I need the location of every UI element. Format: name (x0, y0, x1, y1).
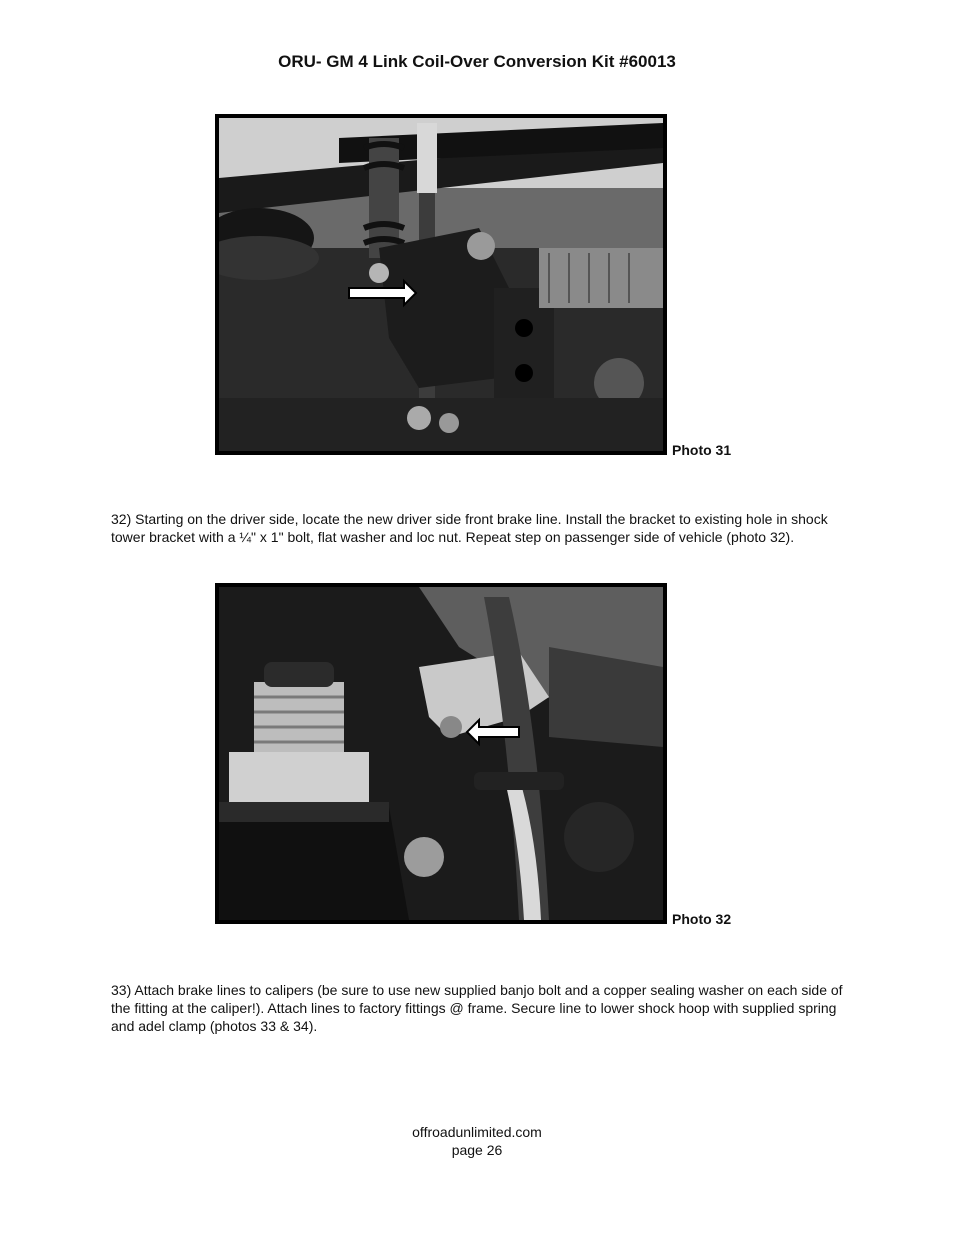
brake-bracket-photo-icon (219, 587, 663, 920)
step-33-text: 33) Attach brake lines to calipers (be sure to use new supplied banjo bolt and a copper sealing washer on each side of the fitting at the caliper!). Attach lines to factory fittings @ frame. Secure line to lower shock hoop with supplied spring and adel clamp (photos 33 & 34). (111, 982, 843, 1034)
suspension-photo-icon (219, 118, 663, 451)
page-footer (0, 1123, 954, 1159)
photo-32 (215, 583, 667, 924)
photo-32-caption: Photo 32 (672, 911, 732, 927)
photo-31 (215, 114, 667, 455)
step-32-text: 32) Starting on the driver side, locate the new driver side front brake line. Install the bracket to existing hole in shock tower bracket with a ¼" x 1" bolt, flat washer and loc nut. Repeat step on passenger side of vehicle (photo 32). (111, 511, 828, 545)
footer-page-number: page 26 (451, 1142, 503, 1158)
page-title: ORU- GM 4 Link Coil-Over Conversion Kit #60013 (278, 52, 676, 71)
photo-31-caption: Photo 31 (672, 442, 732, 458)
footer-site: offroadunlimited.com (412, 1124, 542, 1140)
